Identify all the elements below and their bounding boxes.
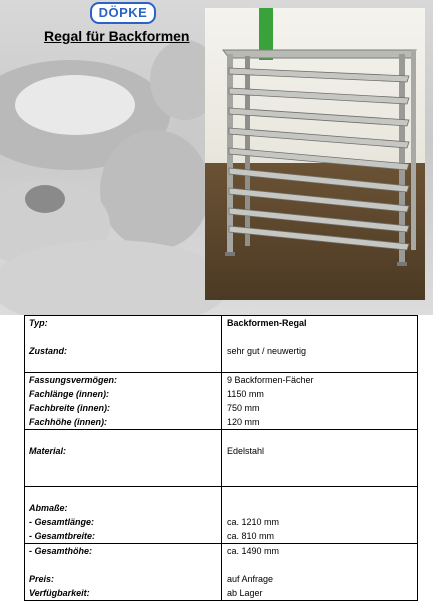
table-row (25, 529, 418, 544)
preis-label: Preis: (25, 572, 222, 586)
table-row (25, 430, 418, 445)
typ-label: Typ: (25, 316, 222, 331)
fachlaenge-label: Fachlänge (innen): (25, 387, 222, 401)
table-row (25, 558, 418, 572)
fachlaenge-value: 1150 mm (222, 387, 418, 401)
table-row (25, 458, 418, 472)
table-row (25, 515, 418, 529)
table-row (25, 572, 418, 586)
table-row (25, 358, 418, 373)
gesamthoehe-value: ca. 1490 mm (222, 544, 418, 559)
table-row (25, 472, 418, 487)
material-value: Edelstahl (222, 444, 418, 458)
fachhoehe-value: 120 mm (222, 415, 418, 430)
table-row (25, 373, 418, 388)
verfuegbarkeit-label: Verfügbarkeit: (25, 586, 222, 601)
preis-value: auf Anfrage (222, 572, 418, 586)
table-row (25, 501, 418, 515)
table-row (25, 444, 418, 458)
verfuegbarkeit-value: ab Lager (222, 586, 418, 601)
material-label: Material: (25, 444, 222, 458)
fachhoehe-label: Fachhöhe (innen): (25, 415, 222, 430)
brand-logo: DÖPKE (90, 2, 156, 24)
table-row (25, 330, 418, 344)
table-row (25, 316, 418, 331)
table-row (25, 415, 418, 430)
page-title: Regal für Backformen (44, 28, 190, 44)
table-row (25, 586, 418, 601)
gesamtbreite-value: ca. 810 mm (222, 529, 418, 544)
table-row (25, 544, 418, 559)
zustand-label: Zustand: (25, 344, 222, 358)
gesamtlaenge-value: ca. 1210 mm (222, 515, 418, 529)
fassung-value: 9 Backformen-Fächer (222, 373, 418, 388)
fachbreite-label: Fachbreite (innen): (25, 401, 222, 415)
spec-table (24, 315, 418, 601)
table-row (25, 387, 418, 401)
abmasse-label: Abmaße: (25, 501, 222, 515)
table-row (25, 487, 418, 502)
table-row (25, 344, 418, 358)
typ-value: Backformen-Regal (222, 316, 418, 331)
stainless-rack-illustration (221, 46, 421, 276)
fachbreite-value: 750 mm (222, 401, 418, 415)
product-photo (205, 8, 425, 300)
zustand-value: sehr gut / neuwertig (222, 344, 418, 358)
gesamtbreite-label: - Gesamtbreite: (25, 529, 222, 544)
gesamtlaenge-label: - Gesamtlänge: (25, 515, 222, 529)
fassung-label: Fassungsvermögen: (25, 373, 222, 388)
table-row (25, 401, 418, 415)
gesamthoehe-label: - Gesamthöhe: (25, 544, 222, 559)
